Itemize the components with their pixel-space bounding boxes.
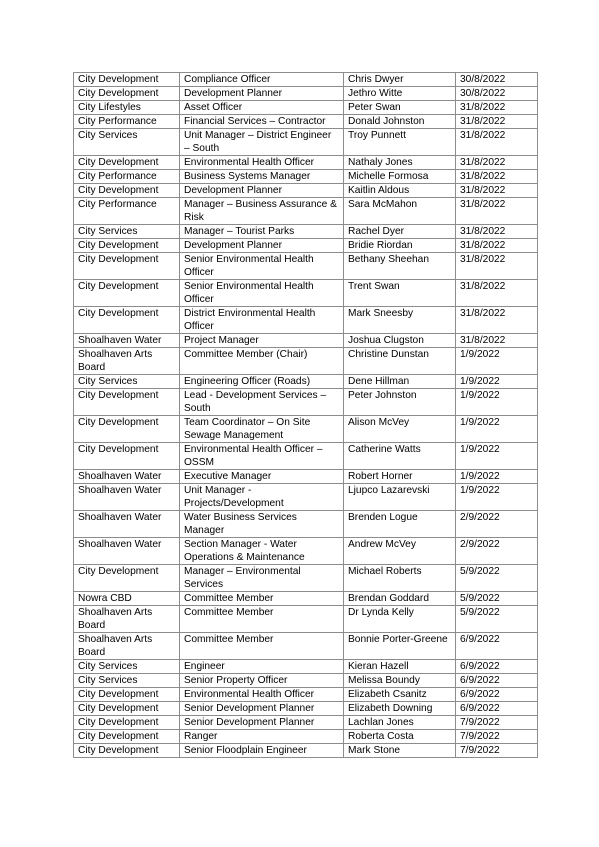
directorate-cell: City Development bbox=[74, 156, 180, 170]
directorate-cell: City Development bbox=[74, 443, 180, 470]
position-cell: District Environmental Health Officer bbox=[180, 307, 344, 334]
directorate-cell: Shoalhaven Water bbox=[74, 538, 180, 565]
name-cell: Roberta Costa bbox=[344, 730, 456, 744]
directorate-cell: City Development bbox=[74, 307, 180, 334]
name-cell: Joshua Clugston bbox=[344, 334, 456, 348]
name-cell: Christine Dunstan bbox=[344, 348, 456, 375]
position-cell: Senior Property Officer bbox=[180, 674, 344, 688]
position-cell: Team Coordinator – On Site Sewage Management bbox=[180, 416, 344, 443]
position-cell: Committee Member bbox=[180, 633, 344, 660]
table-row bbox=[74, 334, 538, 348]
name-cell: Jethro Witte bbox=[344, 87, 456, 101]
table-row bbox=[74, 307, 538, 334]
directorate-cell: Shoalhaven Water bbox=[74, 470, 180, 484]
directorate-cell: City Development bbox=[74, 280, 180, 307]
table-row bbox=[74, 389, 538, 416]
date-cell: 1/9/2022 bbox=[456, 416, 538, 443]
directorate-cell: City Development bbox=[74, 73, 180, 87]
table-row bbox=[74, 484, 538, 511]
table-row bbox=[74, 702, 538, 716]
directorate-cell: City Development bbox=[74, 87, 180, 101]
date-cell: 31/8/2022 bbox=[456, 156, 538, 170]
table-row bbox=[74, 660, 538, 674]
table-body bbox=[74, 73, 538, 758]
name-cell: Mark Sneesby bbox=[344, 307, 456, 334]
position-cell: Committee Member bbox=[180, 606, 344, 633]
directorate-cell: City Development bbox=[74, 389, 180, 416]
name-cell: Alison McVey bbox=[344, 416, 456, 443]
date-cell: 6/9/2022 bbox=[456, 660, 538, 674]
directorate-cell: City Development bbox=[74, 744, 180, 758]
directorate-cell: City Services bbox=[74, 674, 180, 688]
date-cell: 1/9/2022 bbox=[456, 470, 538, 484]
position-cell: Engineering Officer (Roads) bbox=[180, 375, 344, 389]
date-cell: 31/8/2022 bbox=[456, 239, 538, 253]
table-row bbox=[74, 225, 538, 239]
date-cell: 31/8/2022 bbox=[456, 253, 538, 280]
date-cell: 5/9/2022 bbox=[456, 606, 538, 633]
table-row bbox=[74, 633, 538, 660]
position-cell: Environmental Health Officer bbox=[180, 688, 344, 702]
name-cell: Robert Horner bbox=[344, 470, 456, 484]
name-cell: Catherine Watts bbox=[344, 443, 456, 470]
table-row bbox=[74, 744, 538, 758]
table-row bbox=[74, 280, 538, 307]
table-row bbox=[74, 198, 538, 225]
position-cell: Committee Member (Chair) bbox=[180, 348, 344, 375]
table-row bbox=[74, 129, 538, 156]
position-cell: Unit Manager – District Engineer – South bbox=[180, 129, 344, 156]
name-cell: Peter Swan bbox=[344, 101, 456, 115]
name-cell: Rachel Dyer bbox=[344, 225, 456, 239]
directorate-cell: City Lifestyles bbox=[74, 101, 180, 115]
table-row bbox=[74, 592, 538, 606]
position-cell: Senior Environmental Health Officer bbox=[180, 253, 344, 280]
directorate-cell: City Development bbox=[74, 239, 180, 253]
directorate-cell: City Development bbox=[74, 730, 180, 744]
position-cell: Manager – Environmental Services bbox=[180, 565, 344, 592]
directorate-cell: Shoalhaven Arts Board bbox=[74, 633, 180, 660]
name-cell: Bonnie Porter-Greene bbox=[344, 633, 456, 660]
table-row bbox=[74, 716, 538, 730]
table-row bbox=[74, 170, 538, 184]
date-cell: 5/9/2022 bbox=[456, 565, 538, 592]
directorate-cell: City Development bbox=[74, 702, 180, 716]
name-cell: Mark Stone bbox=[344, 744, 456, 758]
position-cell: Project Manager bbox=[180, 334, 344, 348]
position-cell: Unit Manager - Projects/Development bbox=[180, 484, 344, 511]
disclosure-table bbox=[73, 72, 538, 758]
directorate-cell: City Development bbox=[74, 688, 180, 702]
date-cell: 1/9/2022 bbox=[456, 375, 538, 389]
position-cell: Asset Officer bbox=[180, 101, 344, 115]
position-cell: Water Business Services Manager bbox=[180, 511, 344, 538]
name-cell: Bridie Riordan bbox=[344, 239, 456, 253]
position-cell: Development Planner bbox=[180, 239, 344, 253]
table-row bbox=[74, 348, 538, 375]
table-row bbox=[74, 156, 538, 170]
table-row bbox=[74, 565, 538, 592]
position-cell: Ranger bbox=[180, 730, 344, 744]
position-cell: Financial Services – Contractor bbox=[180, 115, 344, 129]
table-row bbox=[74, 674, 538, 688]
table-row bbox=[74, 87, 538, 101]
date-cell: 31/8/2022 bbox=[456, 101, 538, 115]
table-row bbox=[74, 73, 538, 87]
name-cell: Michael Roberts bbox=[344, 565, 456, 592]
name-cell: Elizabeth Downing bbox=[344, 702, 456, 716]
position-cell: Engineer bbox=[180, 660, 344, 674]
table-row bbox=[74, 416, 538, 443]
position-cell: Development Planner bbox=[180, 184, 344, 198]
position-cell: Lead - Development Services – South bbox=[180, 389, 344, 416]
date-cell: 6/9/2022 bbox=[456, 633, 538, 660]
date-cell: 1/9/2022 bbox=[456, 389, 538, 416]
position-cell: Environmental Health Officer bbox=[180, 156, 344, 170]
position-cell: Executive Manager bbox=[180, 470, 344, 484]
date-cell: 6/9/2022 bbox=[456, 688, 538, 702]
table-row bbox=[74, 538, 538, 565]
name-cell: Brendan Goddard bbox=[344, 592, 456, 606]
name-cell: Peter Johnston bbox=[344, 389, 456, 416]
name-cell: Dr Lynda Kelly bbox=[344, 606, 456, 633]
date-cell: 7/9/2022 bbox=[456, 716, 538, 730]
directorate-cell: Shoalhaven Arts Board bbox=[74, 348, 180, 375]
date-cell: 7/9/2022 bbox=[456, 730, 538, 744]
date-cell: 31/8/2022 bbox=[456, 280, 538, 307]
directorate-cell: City Development bbox=[74, 716, 180, 730]
name-cell: Andrew McVey bbox=[344, 538, 456, 565]
position-cell: Senior Development Planner bbox=[180, 702, 344, 716]
date-cell: 31/8/2022 bbox=[456, 334, 538, 348]
table-row bbox=[74, 511, 538, 538]
name-cell: Brenden Logue bbox=[344, 511, 456, 538]
position-cell: Environmental Health Officer – OSSM bbox=[180, 443, 344, 470]
name-cell: Michelle Formosa bbox=[344, 170, 456, 184]
date-cell: 2/9/2022 bbox=[456, 511, 538, 538]
directorate-cell: Shoalhaven Water bbox=[74, 511, 180, 538]
directorate-cell: City Services bbox=[74, 129, 180, 156]
position-cell: Senior Environmental Health Officer bbox=[180, 280, 344, 307]
table-row bbox=[74, 688, 538, 702]
directorate-cell: City Performance bbox=[74, 198, 180, 225]
position-cell: Manager – Tourist Parks bbox=[180, 225, 344, 239]
name-cell: Ljupco Lazarevski bbox=[344, 484, 456, 511]
position-cell: Senior Floodplain Engineer bbox=[180, 744, 344, 758]
table-row bbox=[74, 101, 538, 115]
directorate-cell: Shoalhaven Arts Board bbox=[74, 606, 180, 633]
name-cell: Elizabeth Csanitz bbox=[344, 688, 456, 702]
position-cell: Business Systems Manager bbox=[180, 170, 344, 184]
directorate-cell: City Development bbox=[74, 253, 180, 280]
name-cell: Donald Johnston bbox=[344, 115, 456, 129]
name-cell: Trent Swan bbox=[344, 280, 456, 307]
date-cell: 31/8/2022 bbox=[456, 307, 538, 334]
directorate-cell: City Development bbox=[74, 416, 180, 443]
directorate-cell: City Performance bbox=[74, 170, 180, 184]
date-cell: 7/9/2022 bbox=[456, 744, 538, 758]
date-cell: 31/8/2022 bbox=[456, 129, 538, 156]
date-cell: 1/9/2022 bbox=[456, 443, 538, 470]
date-cell: 31/8/2022 bbox=[456, 198, 538, 225]
directorate-cell: City Services bbox=[74, 375, 180, 389]
name-cell: Nathaly Jones bbox=[344, 156, 456, 170]
position-cell: Compliance Officer bbox=[180, 73, 344, 87]
directorate-cell: City Development bbox=[74, 184, 180, 198]
date-cell: 6/9/2022 bbox=[456, 702, 538, 716]
table-row bbox=[74, 115, 538, 129]
date-cell: 31/8/2022 bbox=[456, 170, 538, 184]
date-cell: 30/8/2022 bbox=[456, 73, 538, 87]
directorate-cell: City Performance bbox=[74, 115, 180, 129]
position-cell: Senior Development Planner bbox=[180, 716, 344, 730]
date-cell: 31/8/2022 bbox=[456, 184, 538, 198]
table-row bbox=[74, 239, 538, 253]
date-cell: 30/8/2022 bbox=[456, 87, 538, 101]
name-cell: Kaitlin Aldous bbox=[344, 184, 456, 198]
name-cell: Melissa Boundy bbox=[344, 674, 456, 688]
date-cell: 2/9/2022 bbox=[456, 538, 538, 565]
name-cell: Bethany Sheehan bbox=[344, 253, 456, 280]
position-cell: Development Planner bbox=[180, 87, 344, 101]
name-cell: Dene Hillman bbox=[344, 375, 456, 389]
table-row bbox=[74, 443, 538, 470]
date-cell: 31/8/2022 bbox=[456, 115, 538, 129]
table-row bbox=[74, 375, 538, 389]
date-cell: 1/9/2022 bbox=[456, 484, 538, 511]
directorate-cell: Nowra CBD bbox=[74, 592, 180, 606]
directorate-cell: City Services bbox=[74, 660, 180, 674]
date-cell: 1/9/2022 bbox=[456, 348, 538, 375]
table-row bbox=[74, 253, 538, 280]
name-cell: Troy Punnett bbox=[344, 129, 456, 156]
date-cell: 31/8/2022 bbox=[456, 225, 538, 239]
table-row bbox=[74, 184, 538, 198]
table-row bbox=[74, 470, 538, 484]
position-cell: Manager – Business Assurance & Risk bbox=[180, 198, 344, 225]
directorate-cell: Shoalhaven Water bbox=[74, 484, 180, 511]
date-cell: 6/9/2022 bbox=[456, 674, 538, 688]
name-cell: Lachlan Jones bbox=[344, 716, 456, 730]
directorate-cell: Shoalhaven Water bbox=[74, 334, 180, 348]
table-row bbox=[74, 606, 538, 633]
position-cell: Committee Member bbox=[180, 592, 344, 606]
directorate-cell: City Services bbox=[74, 225, 180, 239]
name-cell: Sara McMahon bbox=[344, 198, 456, 225]
name-cell: Chris Dwyer bbox=[344, 73, 456, 87]
table-row bbox=[74, 730, 538, 744]
date-cell: 5/9/2022 bbox=[456, 592, 538, 606]
position-cell: Section Manager - Water Operations & Maintenance bbox=[180, 538, 344, 565]
name-cell: Kieran Hazell bbox=[344, 660, 456, 674]
directorate-cell: City Development bbox=[74, 565, 180, 592]
